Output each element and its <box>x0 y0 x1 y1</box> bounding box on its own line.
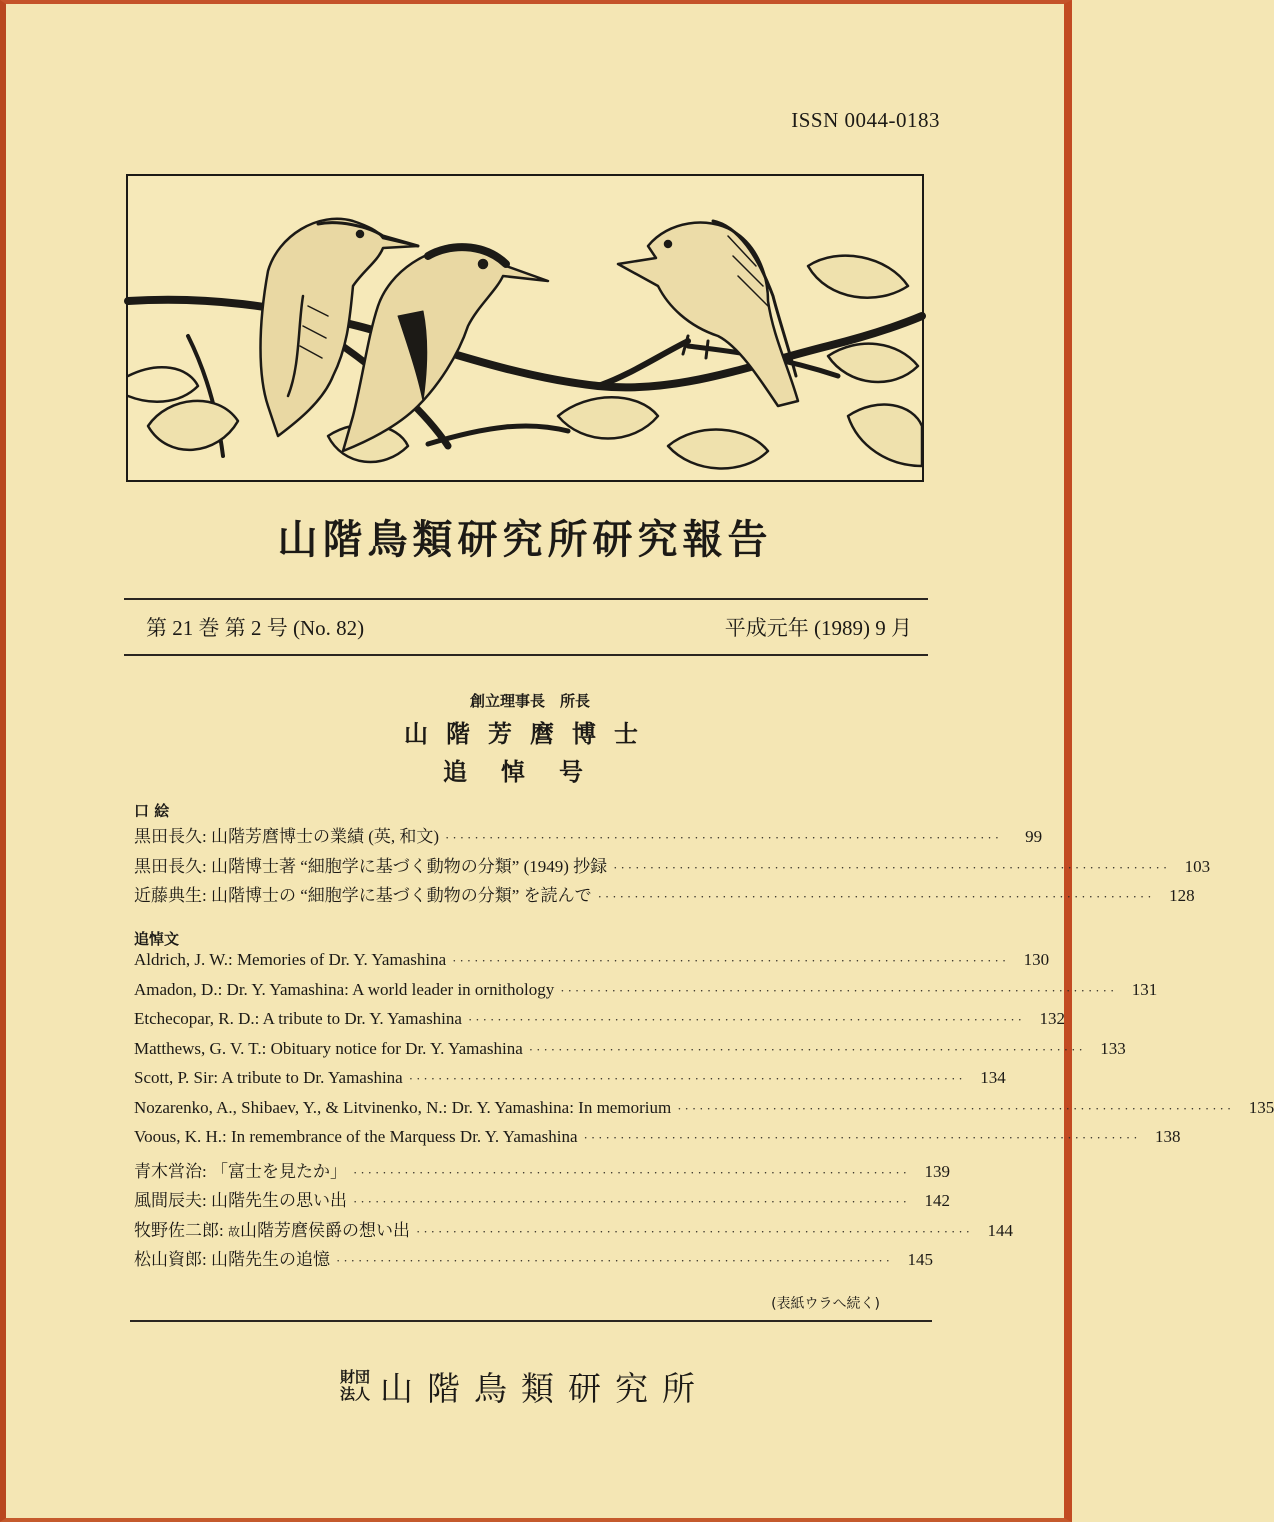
leader-dots: ············································································ <box>467 1012 1025 1027</box>
leader-dots: ············································································ <box>335 1253 893 1268</box>
toc-entry <box>134 852 1211 882</box>
publisher-prefix <box>340 1369 370 1403</box>
toc-title-small: 故 <box>227 1224 240 1239</box>
leader-dots: ············································································ <box>597 889 1155 904</box>
toc-page: 142 <box>924 1191 950 1210</box>
publisher-prefix-top: 財団 <box>340 1368 371 1386</box>
toc-page: 130 <box>1023 950 1050 969</box>
toc-page: 133 <box>1100 1038 1126 1058</box>
toc-page: 144 <box>987 1220 1014 1240</box>
toc-title: 風間辰夫: 山階先生の思い出 <box>134 1191 347 1210</box>
journal-title: 山階鳥類研究所研究報告 <box>277 517 773 563</box>
bottom-rule <box>124 654 928 656</box>
founder-line: 創立理事長 所長 <box>469 692 590 710</box>
leader-dots: ············································································ <box>560 982 1118 998</box>
toc-page: 135 <box>1248 1097 1274 1117</box>
toc-page: 139 <box>924 1161 950 1181</box>
volume-number: 第 21 巻 第 2 号 (No. 82) <box>146 616 365 640</box>
toc-title: 牧野佐二郎: <box>134 1220 228 1240</box>
toc-page: 128 <box>1169 886 1195 905</box>
leader-dots: ············································································ <box>528 1041 1086 1057</box>
toc-page: 99 <box>1025 827 1043 846</box>
toc-memorials <box>134 950 1274 1275</box>
toc-title: 松山資郎: 山階先生の追憶 <box>134 1250 330 1269</box>
toc-title: Aldrich, J. W.: Memories of Dr. Y. Yamashina <box>134 950 447 969</box>
leader-dots: ············································································ <box>352 1164 910 1180</box>
leader-dots: ············································································ <box>445 830 1003 845</box>
toc-page: 134 <box>980 1068 1006 1087</box>
toc-title: Nozarenko, A., Shibaev, Y., & Litvinenko, N.: Dr. Y. Yamashina: In memorium <box>134 1097 672 1117</box>
toc-entry <box>134 1038 1126 1069</box>
leader-dots: ············································································ <box>613 859 1171 875</box>
toc-frontispiece <box>134 822 1211 911</box>
toc-title: 黒田長久: 山階博士著 “細胞学に基づく動物の分類” (1949) 抄録 <box>134 856 608 876</box>
toc-entry <box>134 950 1050 980</box>
toc-entry <box>134 881 1195 911</box>
toc-page: 132 <box>1039 1009 1065 1028</box>
toc-title: 青木営治: 「富士を見たか」 <box>134 1161 347 1181</box>
toc-title: Etchecopar, R. D.: A tribute to Dr. Y. Yamashina <box>134 1009 462 1028</box>
publisher-prefix-bottom: 法人 <box>340 1385 371 1403</box>
footer-rule <box>130 1320 932 1322</box>
publication-date: 平成元年 (1989) 9 月 <box>724 616 912 640</box>
toc-title-compound <box>134 1216 410 1241</box>
leader-dots: ············································································ <box>408 1071 966 1086</box>
top-rule <box>124 598 928 600</box>
toc-page: 138 <box>1155 1127 1181 1146</box>
toc-entry <box>134 822 1043 852</box>
toc-entry <box>134 1097 1274 1128</box>
toc-title: Voous, K. H.: In remembrance of the Marquess Dr. Y. Yamashina <box>134 1127 578 1146</box>
leader-dots: ············································································ <box>583 1130 1141 1145</box>
section-heading-frontispiece: 口 絵 <box>134 802 170 820</box>
leader-dots: ············································································ <box>677 1100 1235 1116</box>
volume-row <box>146 612 912 642</box>
leader-dots: ············································································ <box>452 953 1010 968</box>
toc-title: Amadon, D.: Dr. Y. Yamashina: A world leader in ornithology <box>134 979 555 999</box>
kingfisher-illustration <box>126 174 924 482</box>
toc-entry <box>134 979 1158 1010</box>
honoree-name: 山階芳麿博士 <box>404 720 656 748</box>
continued-note: (表紙ウラへ続く) <box>771 1296 880 1312</box>
memorial-label: 追悼号 <box>443 758 617 786</box>
leader-dots: ············································································ <box>352 1194 910 1209</box>
toc-entry <box>134 1068 1006 1098</box>
toc-page: 145 <box>907 1250 933 1269</box>
toc-title: Matthews, G. V. T.: Obituary notice for Dr. Y. Yamashina <box>134 1038 523 1058</box>
publisher <box>340 1364 709 1408</box>
toc-title-rest: 山階芳麿侯爵の想い出 <box>240 1220 410 1240</box>
publisher-name: 山階鳥類研究所 <box>380 1368 710 1408</box>
section-heading-memorials: 追悼文 <box>134 930 180 948</box>
toc-entry <box>134 1127 1181 1157</box>
toc-title: 黒田長久: 山階芳麿博士の業績 (英, 和文) <box>134 827 440 846</box>
issn-number: ISSN 0044-0183 <box>791 108 940 132</box>
toc-title: Scott, P. Sir: A tribute to Dr. Yamashina <box>134 1068 403 1087</box>
toc-title: 近藤典生: 山階博士の “細胞学に基づく動物の分類” を読んで <box>134 886 592 905</box>
toc-entry <box>134 1186 950 1216</box>
toc-entry <box>134 1157 950 1187</box>
toc-page: 131 <box>1131 979 1158 999</box>
toc-entry <box>134 1009 1065 1039</box>
toc-entry <box>134 1216 1014 1246</box>
toc-page: 103 <box>1184 856 1211 876</box>
leader-dots: ············································································ <box>416 1223 974 1239</box>
toc-entry <box>134 1245 933 1275</box>
